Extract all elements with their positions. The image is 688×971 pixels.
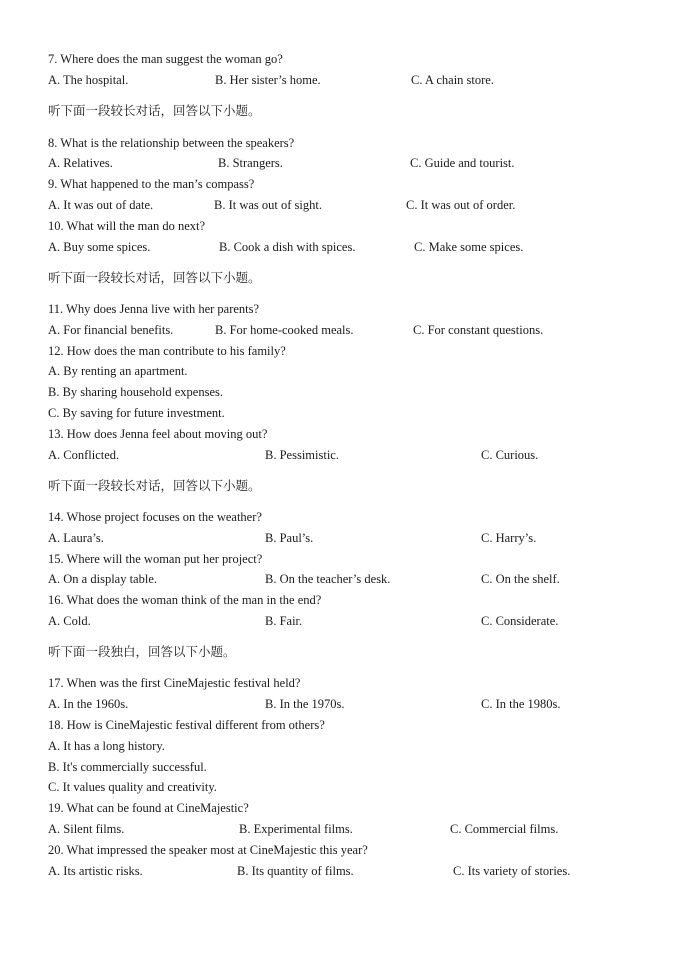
question-18-option-a: A. It has a long history. <box>48 739 165 753</box>
question-9-option-c: C. It was out of order. <box>406 198 516 212</box>
section-heading-dialogue: 听下面一段较长对话，回答以下小题。 <box>48 270 261 285</box>
question-10: 10. What will the man do next? <box>48 219 206 233</box>
question-11-option-a: A. For financial benefits. <box>48 323 174 337</box>
section-heading-dialogue: 听下面一段较长对话，回答以下小题。 <box>48 103 261 118</box>
question-13: 13. How does Jenna feel about moving out? <box>48 427 268 441</box>
question-15-option-b: B. On the teacher’s desk. <box>265 572 391 586</box>
question-15-option-a: A. On a display table. <box>48 572 158 586</box>
question-9: 9. What happened to the man’s compass? <box>48 177 255 191</box>
question-8: 8. What is the relationship between the speakers? <box>48 136 295 150</box>
question-19-option-a: A. Silent films. <box>48 822 125 836</box>
section-heading-dialogue: 听下面一段较长对话，回答以下小题。 <box>48 478 261 493</box>
question-13-option-c: C. Curious. <box>481 448 539 462</box>
question-10-option-b: B. Cook a dish with spices. <box>219 240 356 254</box>
question-15: 15. Where will the woman put her project? <box>48 552 263 566</box>
question-18: 18. How is CineMajestic festival different from others? <box>48 718 325 732</box>
section-heading-monologue: 听下面一段独白，回答以下小题。 <box>48 644 236 659</box>
question-7: 7. Where does the man suggest the woman go? <box>48 52 283 66</box>
question-16-option-b: B. Fair. <box>265 614 303 628</box>
question-7-option-c: C. A chain store. <box>411 73 494 87</box>
question-16-option-c: C. Considerate. <box>481 614 559 628</box>
question-20-option-a: A. Its artistic risks. <box>48 864 143 878</box>
question-16: 16. What does the woman think of the man in the end? <box>48 593 322 607</box>
question-13-option-a: A. Conflicted. <box>48 448 120 462</box>
question-7-option-b: B. Her sister’s home. <box>215 73 321 87</box>
question-17-option-a: A. In the 1960s. <box>48 697 129 711</box>
question-17-option-b: B. In the 1970s. <box>265 697 345 711</box>
question-10-option-c: C. Make some spices. <box>414 240 524 254</box>
question-17-option-c: C. In the 1980s. <box>481 697 561 711</box>
question-19: 19. What can be found at CineMajestic? <box>48 801 249 815</box>
question-17: 17. When was the first CineMajestic festival held? <box>48 676 301 690</box>
question-10-option-a: A. Buy some spices. <box>48 240 151 254</box>
question-14-option-a: A. Laura’s. <box>48 531 104 545</box>
question-8-option-c: C. Guide and tourist. <box>410 156 515 170</box>
question-19-option-b: B. Experimental films. <box>239 822 353 836</box>
question-12-option-c: C. By saving for future investment. <box>48 406 225 420</box>
question-14-option-c: C. Harry’s. <box>481 531 537 545</box>
question-12: 12. How does the man contribute to his family? <box>48 344 286 358</box>
question-9-option-b: B. It was out of sight. <box>214 198 322 212</box>
question-18-option-b: B. It's commercially successful. <box>48 760 207 774</box>
question-15-option-c: C. On the shelf. <box>481 572 560 586</box>
question-7-option-a: A. The hospital. <box>48 73 129 87</box>
question-18-option-c: C. It values quality and creativity. <box>48 780 217 794</box>
question-8-option-a: A. Relatives. <box>48 156 113 170</box>
question-11-option-b: B. For home-cooked meals. <box>215 323 354 337</box>
question-16-option-a: A. Cold. <box>48 614 91 628</box>
question-12-option-b: B. By sharing household expenses. <box>48 385 223 399</box>
question-14-option-b: B. Paul’s. <box>265 531 314 545</box>
question-12-option-a: A. By renting an apartment. <box>48 364 188 378</box>
question-13-option-b: B. Pessimistic. <box>265 448 339 462</box>
question-14: 14. Whose project focuses on the weather? <box>48 510 262 524</box>
question-20: 20. What impressed the speaker most at CineMajestic this year? <box>48 843 368 857</box>
question-8-option-b: B. Strangers. <box>218 156 283 170</box>
question-9-option-a: A. It was out of date. <box>48 198 154 212</box>
question-11-option-c: C. For constant questions. <box>413 323 544 337</box>
question-11: 11. Why does Jenna live with her parents? <box>48 302 260 316</box>
question-19-option-c: C. Commercial films. <box>450 822 559 836</box>
question-20-option-b: B. Its quantity of films. <box>237 864 354 878</box>
question-20-option-c: C. Its variety of stories. <box>453 864 571 878</box>
